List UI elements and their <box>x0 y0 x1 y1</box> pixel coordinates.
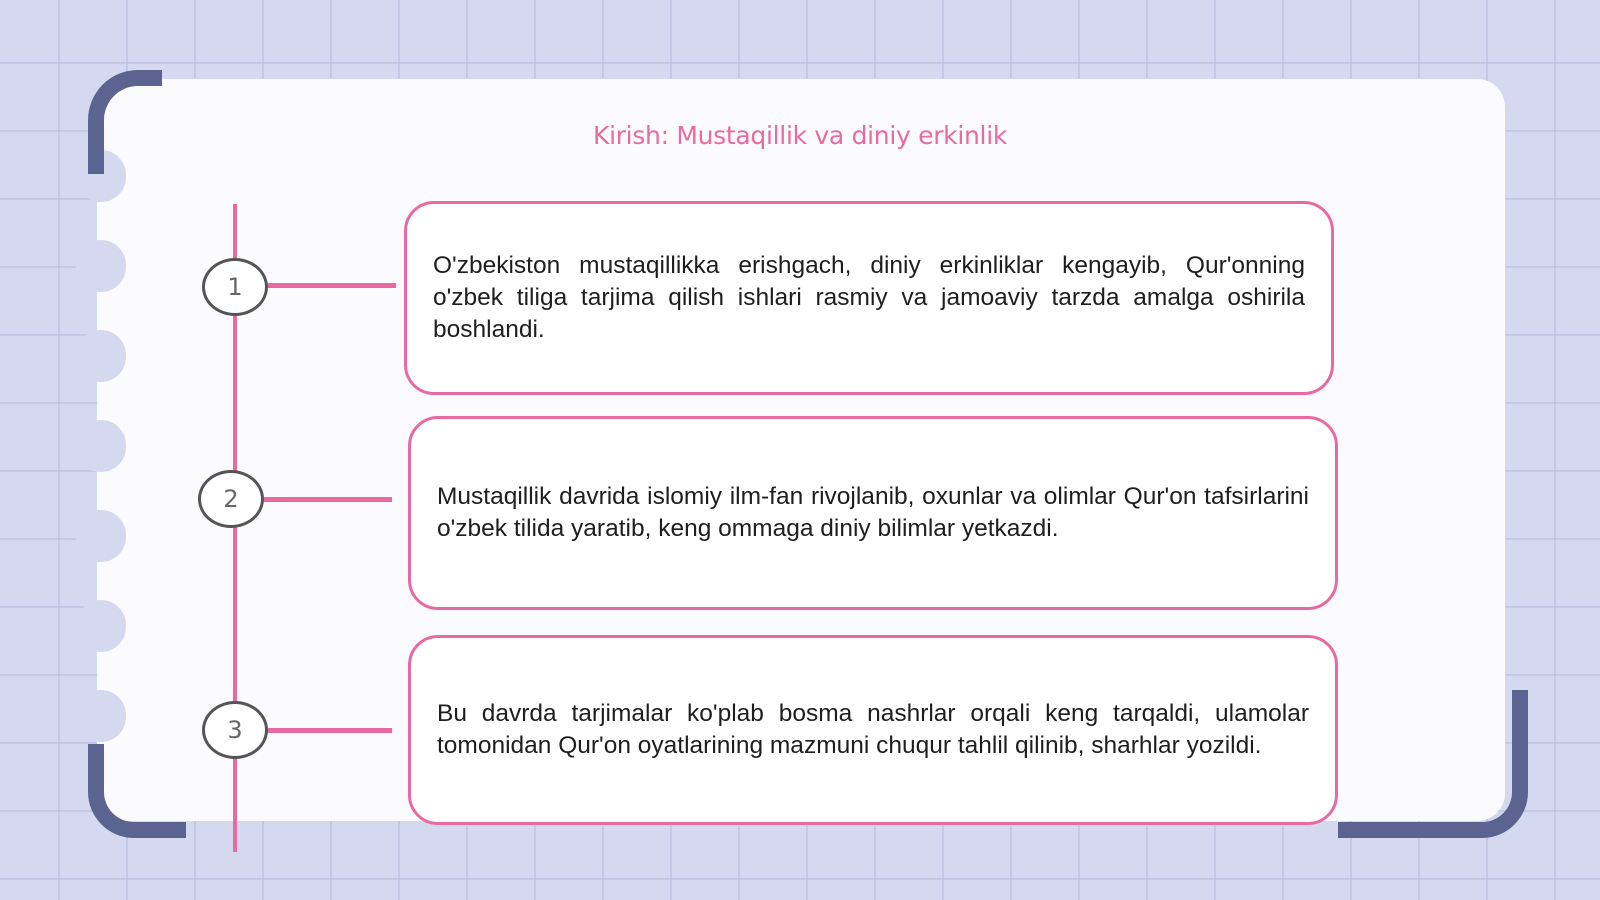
timeline-card-1-text: O'zbekiston mustaqillikka erishgach, diniy erkinliklar kengayib, Qur'onning o'zbek tiliga tarjima qilish ishlari rasmiy va jamoaviy tarzda amalga oshirila boshlandi. <box>433 252 1305 343</box>
paper-notch <box>76 420 126 472</box>
paper-notch <box>76 240 126 292</box>
timeline-connector-2 <box>264 497 392 502</box>
timeline-step-1-number: 1 <box>227 273 243 301</box>
corner-bracket-top-left <box>88 70 162 174</box>
paper-notch <box>76 510 126 562</box>
paper-notch <box>76 690 126 742</box>
timeline-card-3-text: Bu davrda tarjimalar ko'plab bosma nashrlar orqali keng tarqaldi, ulamolar tomonidan Qur'on oyatlarining mazmuni chuqur tahlil qilinib, sharhlar yozildi. <box>437 700 1309 759</box>
slide-title: Kirish: Mustaqillik va diniy erkinlik <box>592 121 1008 150</box>
timeline-connector-1 <box>268 283 396 288</box>
timeline-card-2 <box>408 416 1338 610</box>
timeline-card-2-text: Mustaqillik davrida islomiy ilm-fan rivojlanib, oxunlar va olimlar Qur'on tafsirlarini o'zbek tilida yaratib, keng ommaga diniy bilimlar yetkazdi. <box>437 483 1309 542</box>
timeline-card-3 <box>408 635 1338 825</box>
timeline-connector-3 <box>268 728 392 733</box>
timeline-card-1 <box>404 201 1334 395</box>
timeline-step-3-number: 3 <box>227 716 243 744</box>
timeline-step-3-circle <box>202 701 268 759</box>
paper-notch <box>76 330 126 382</box>
timeline-step-1-circle <box>202 258 268 316</box>
timeline-step-2-circle <box>198 470 264 528</box>
timeline-step-2-number: 2 <box>223 485 239 513</box>
paper-notch <box>76 600 126 652</box>
corner-bracket-bottom-left <box>88 744 186 838</box>
corner-bracket-bottom-right <box>1338 690 1528 838</box>
